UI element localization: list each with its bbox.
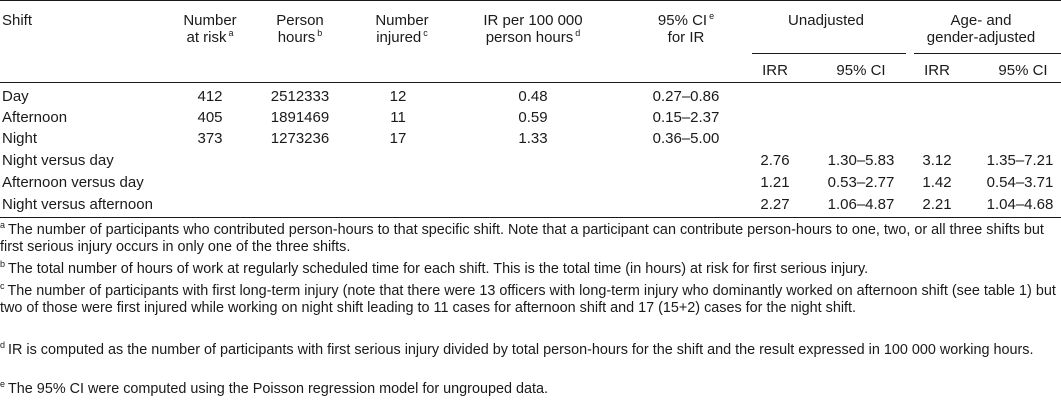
header-unadjusted: Unadjusted: [788, 12, 864, 29]
footnote-b-text: The total number of hours of work at regularly scheduled time for each shift. This is the total time (in hours) at risk for first serious injury.: [8, 261, 869, 277]
header-ci-ir: [658, 12, 714, 46]
spanner-rule-unadjusted: [752, 53, 906, 54]
comparison-label: Night versus day: [2, 152, 114, 169]
row-shift-label: Day: [2, 88, 29, 105]
header-adjusted-line2: gender-adjusted: [926, 29, 1036, 46]
footnote-c: [0, 283, 1056, 317]
row-shift-label: Night: [2, 130, 38, 147]
row-hours: 1273236: [270, 130, 330, 147]
comparison-irr-adjusted: 1.42: [922, 174, 952, 191]
comparison-ci-adjusted: 1.35–7.21: [986, 152, 1054, 169]
comparison-ci-adjusted: 1.04–4.68: [986, 196, 1054, 213]
row-hours: 2512333: [270, 88, 330, 105]
comparison-irr-unadjusted: 2.27: [760, 196, 790, 213]
comparison-irr-adjusted: 2.21: [922, 196, 952, 213]
footnote-e: [0, 381, 1056, 398]
header-adjusted: [927, 12, 1035, 46]
header-person-hours: [276, 12, 324, 46]
row-ci-ir: 0.36–5.00: [652, 130, 720, 147]
row-ci-ir: 0.27–0.86: [652, 88, 720, 105]
row-at-risk: 405: [197, 109, 223, 126]
comparison-ci-unadjusted: 1.30–5.83: [827, 152, 895, 169]
footnote-b-mark: b: [0, 259, 6, 270]
footnote-mark-b: b: [317, 28, 323, 38]
table-top-rule: [0, 0, 1061, 1]
header-adjusted-line1: Age- and: [950, 12, 1012, 29]
footnote-d-mark: d: [0, 340, 6, 351]
comparison-irr-unadjusted: 1.21: [760, 174, 790, 191]
comparison-irr-adjusted: 3.12: [922, 152, 952, 169]
header-ir: [483, 12, 582, 46]
footnote-d: [0, 342, 1056, 359]
footnote-mark-e: e: [709, 11, 715, 21]
header-number-at-risk-line1: Number: [183, 12, 237, 29]
footnote-a-text: The number of participants who contributed person-hours to that specific shift. Note that a participant can contribute person-hours to one, two, or all three shifts but first serious injury occurs in only one of the three shifts.: [0, 222, 1044, 255]
footnote-b: [0, 261, 1056, 278]
footnote-e-text: The 95% CI were computed using the Poisson regression model for ungrouped data.: [8, 381, 548, 397]
header-person-hours-line2: hours: [277, 29, 316, 46]
table-bottom-rule: [0, 217, 1061, 218]
header-number-injured-line1: Number: [375, 12, 429, 29]
row-injured: 17: [389, 130, 407, 147]
row-at-risk: 412: [197, 88, 223, 105]
comparison-label: Night versus afternoon: [2, 196, 153, 213]
comparison-irr-unadjusted: 2.76: [760, 152, 790, 169]
header-bottom-rule: [0, 82, 1061, 83]
header-number-injured: [375, 12, 428, 46]
row-shift-label: Afternoon: [2, 109, 68, 126]
footnote-a-mark: a: [0, 220, 6, 231]
header-shift: Shift: [2, 12, 33, 29]
header-number-at-risk: [183, 12, 236, 46]
subheader-irr-adjusted: IRR: [924, 62, 950, 79]
row-hours: 1891469: [270, 109, 330, 126]
comparison-ci-unadjusted: 0.53–2.77: [827, 174, 895, 191]
row-ci-ir: 0.15–2.37: [652, 109, 720, 126]
row-injured: 11: [390, 109, 406, 126]
header-ci-ir-line2: for IR: [667, 29, 705, 46]
subheader-irr-unadjusted: IRR: [762, 62, 788, 79]
footnote-d-text: IR is computed as the number of participants with first serious injury divided by total person-hours for the shift and the result expressed in 100 000 working hours.: [8, 342, 1034, 358]
footnote-mark-d: d: [575, 28, 581, 38]
row-ir: 0.48: [518, 88, 548, 105]
subheader-ci-adjusted: 95% CI: [998, 62, 1048, 79]
footnote-c-text: The number of participants with first long-term injury (note that there were 13 officers with long-term injury who dominantly worked on afternoon shift (see table 1) but two of those were first injured while working on night shift leading to 11 cases for afternoon shift and 17 (15+2) cases for the night shift.: [0, 283, 1056, 316]
header-number-at-risk-line2: at risk: [186, 29, 227, 46]
comparison-label: Afternoon versus day: [2, 174, 144, 191]
row-injured: 12: [389, 88, 407, 105]
header-ir-line1: IR per 100 000: [483, 12, 583, 29]
footnote-mark-c: c: [423, 28, 428, 38]
comparison-ci-unadjusted: 1.06–4.87: [827, 196, 895, 213]
footnote-mark-a: a: [228, 28, 234, 38]
header-person-hours-line1: Person: [276, 12, 324, 29]
footnote-a: [0, 222, 1056, 256]
spanner-rule-adjusted: [914, 53, 1061, 54]
header-ci-ir-line1: 95% CI: [657, 12, 708, 29]
row-ir: 1.33: [518, 130, 548, 147]
header-ir-line2: person hours: [485, 29, 574, 46]
header-number-injured-line2: injured: [376, 29, 422, 46]
row-ir: 0.59: [518, 109, 548, 126]
subheader-ci-unadjusted: 95% CI: [836, 62, 886, 79]
footnote-c-mark: c: [0, 281, 5, 292]
row-at-risk: 373: [197, 130, 223, 147]
footnote-e-mark: e: [0, 379, 6, 390]
comparison-ci-adjusted: 0.54–3.71: [986, 174, 1054, 191]
